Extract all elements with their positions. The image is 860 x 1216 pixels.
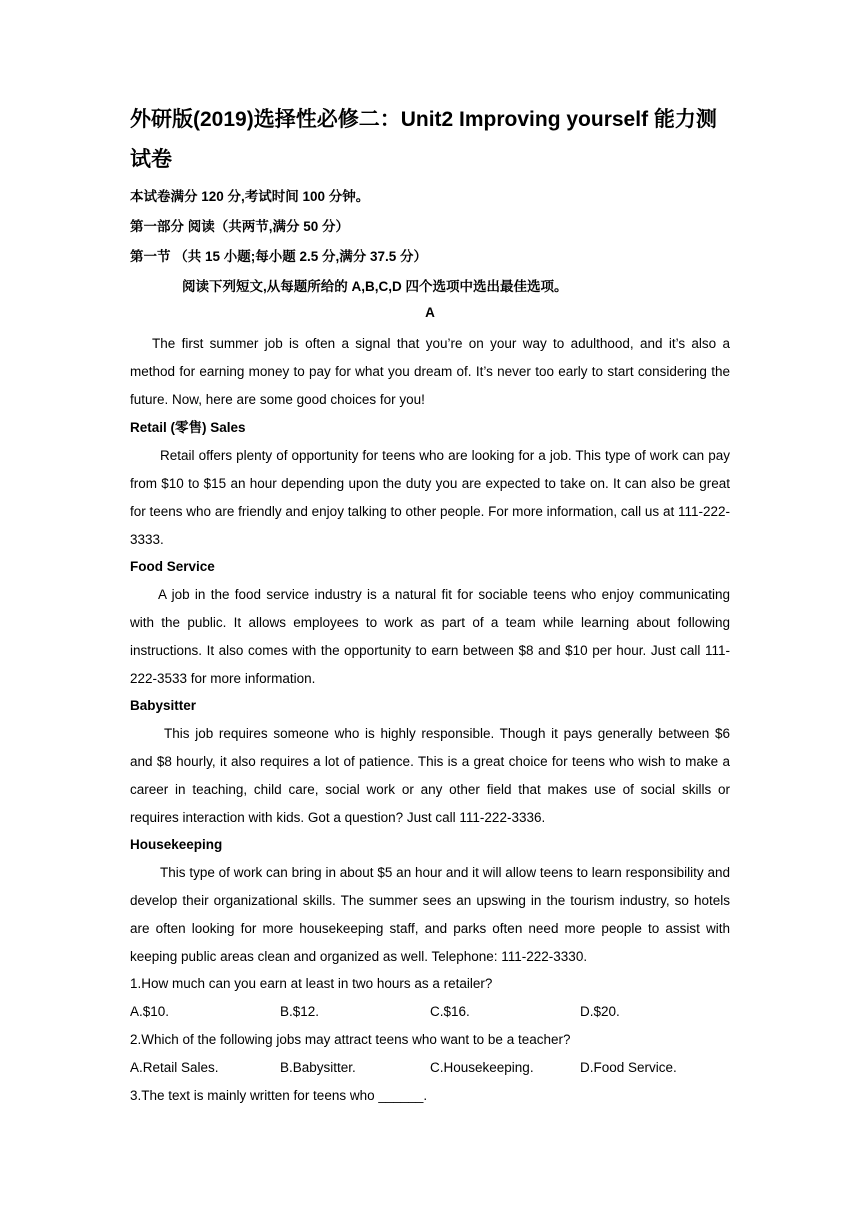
question-2-option-b[interactable]: B.Babysitter. bbox=[280, 1060, 356, 1075]
question-1: 1.How much can you earn at least in two hours as a retailer? bbox=[130, 976, 493, 991]
section-text-babysitter: This job requires someone who is highly responsible. Though it pays generally between $6 and $8 hourly, it also requires a lot of patience. This is a great choice for teens who wish to make a career in teaching, child care, social work or any other field that makes use of social skills or requires interaction with kids. Got a question? Just call 111-222-3336. bbox=[130, 726, 730, 825]
instruction: 阅读下列短文,从每题所给的 A,B,C,D 四个选项中选出最佳选项。 bbox=[182, 279, 568, 294]
section-heading-housekeeping: Housekeeping bbox=[130, 837, 223, 852]
passage-letter: A bbox=[425, 305, 435, 320]
section-heading-retail: Retail (零售) Sales bbox=[130, 420, 246, 435]
question-1-option-a[interactable]: A.$10. bbox=[130, 1004, 170, 1019]
question-3: 3.The text is mainly written for teens who ______. bbox=[130, 1088, 428, 1103]
question-2: 2.Which of the following jobs may attract teens who want to be a teacher? bbox=[130, 1032, 571, 1047]
part-heading: 第一部分 阅读（共两节,满分 50 分） bbox=[130, 219, 350, 234]
passage-intro: The first summer job is often a signal that you’re on your way to adulthood, and it’s also a method for earning money to pay for what you dream of. It’s never too early to start considering the future. Now, here are some good choices for you! bbox=[130, 336, 730, 407]
section-heading: 第一节 （共 15 小题;每小题 2.5 分,满分 37.5 分） bbox=[130, 249, 428, 264]
question-2-option-d[interactable]: D.Food Service. bbox=[580, 1060, 677, 1075]
question-1-option-d[interactable]: D.$20. bbox=[580, 1004, 620, 1019]
section-text-retail: Retail offers plenty of opportunity for teens who are looking for a job. This type of work can pay from $10 to $15 an hour depending upon the duty you are expected to take on. It can also be great for teens who are friendly and enjoy talking to other people. For more information, call us at 111-222-3333. bbox=[130, 448, 730, 547]
question-1-option-b[interactable]: B.$12. bbox=[280, 1004, 320, 1019]
score-info: 本试卷满分 120 分,考试时间 100 分钟。 bbox=[130, 189, 370, 204]
section-heading-food-service: Food Service bbox=[130, 559, 215, 574]
section-text-food-service: A job in the food service industry is a natural fit for sociable teens who enjoy communicating with the public. It allows employees to work as part of a team while learning about following instructions. It also comes with the opportunity to earn between $8 and $10 per hour. Just call 111-222-3533 for more information. bbox=[130, 587, 730, 686]
document-title: 外研版(2019)选择性必修二：Unit2 Improving yourself 能力测试卷 bbox=[130, 108, 717, 171]
section-text-housekeeping: This type of work can bring in about $5 an hour and it will allow teens to learn responsibility and develop their organizational skills. The summer sees an upswing in the tourism industry, so hotels are often looking for more housekeeping staff, and parks often need more people to assist with keeping public areas clean and organized as well. Telephone: 111-222-3330. bbox=[130, 865, 730, 964]
question-2-option-c[interactable]: C.Housekeeping. bbox=[430, 1060, 534, 1075]
question-1-option-c[interactable]: C.$16. bbox=[430, 1004, 470, 1019]
question-2-option-a[interactable]: A.Retail Sales. bbox=[130, 1060, 219, 1075]
section-heading-babysitter: Babysitter bbox=[130, 698, 197, 713]
